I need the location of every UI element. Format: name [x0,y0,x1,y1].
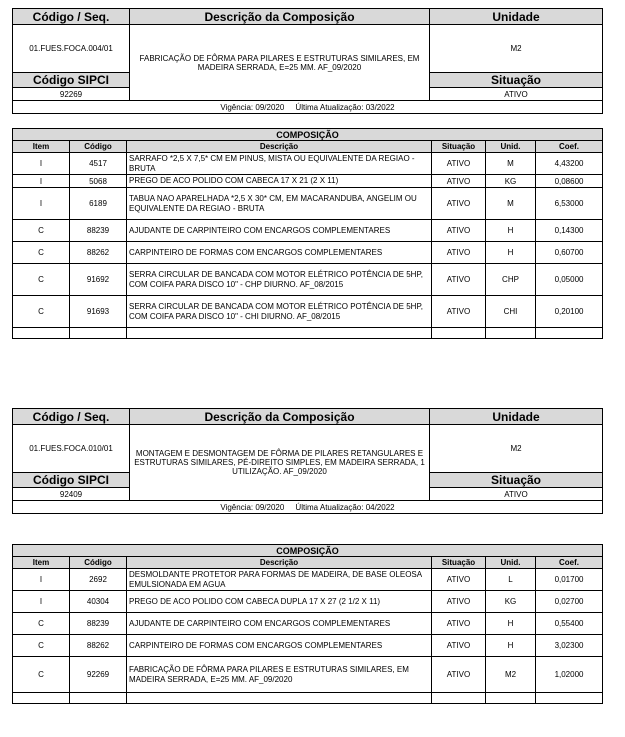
unidade-header: Unidade [430,9,603,25]
item-code: 2692 [70,569,127,591]
col-coef: Coef. [536,557,603,569]
item-description: TABUA NAO APARELHADA *2,5 X 30* CM, EM MACARANDUBA, ANGELIM OU EQUIVALENTE DA REGIAO - BRUTA [127,188,432,220]
item-code: 40304 [70,591,127,613]
item-type: I [13,569,70,591]
item-description: AJUDANTE DE CARPINTEIRO COM ENCARGOS COMPLEMENTARES [127,220,432,242]
col-coef: Coef. [536,141,603,153]
vigencia-value: 09/2020 [255,102,285,112]
item-description: CARPINTEIRO DE FORMAS COM ENCARGOS COMPLEMENTARES [127,635,432,657]
composition-items-table-1 [12,128,603,339]
codigo-seq-header: Código / Seq. [13,409,130,425]
vigencia-value: 09/2020 [255,502,285,512]
item-description: PREGO DE ACO POLIDO COM CABECA DUPLA 17 X 27 (2 1/2 X 11) [127,591,432,613]
codigo-sipci-header: Código SIPCI [13,473,130,488]
item-unit: H [486,220,536,242]
col-descricao: Descrição [127,141,432,153]
item-unit: CHP [486,264,536,296]
table-row [13,175,603,188]
col-item: Item [13,557,70,569]
item-coef: 4,43200 [536,153,603,175]
item-unit: M [486,153,536,175]
sipci-value: 92409 [13,488,130,501]
code-seq-value: 01.FUES.FOCA.004/01 [13,25,130,73]
item-type: C [13,635,70,657]
item-coef: 1,02000 [536,657,603,693]
col-situacao: Situação [432,557,486,569]
col-codigo: Código [70,557,127,569]
item-description: FABRICAÇÃO DE FÔRMA PARA PILARES E ESTRUTURAS SIMILARES, EM MADEIRA SERRADA, E=25 MM. AF_09/2020 [127,657,432,693]
item-type: C [13,264,70,296]
item-type: C [13,242,70,264]
col-situacao: Situação [432,141,486,153]
unit-value: M2 [430,25,603,73]
item-coef: 0,08600 [536,175,603,188]
item-code: 91692 [70,264,127,296]
table-row [13,569,603,591]
unidade-header: Unidade [430,409,603,425]
atualizacao-label: Última Atualização: [295,102,364,112]
sipci-value: 92269 [13,88,130,101]
composicao-title: COMPOSIÇÃO [13,545,603,557]
unit-value: M2 [430,425,603,473]
item-code: 6189 [70,188,127,220]
descricao-composicao-header: Descrição da Composição [130,9,430,25]
composition-description: MONTAGEM E DESMONTAGEM DE FÔRMA DE PILARES RETANGULARES E ESTRUTURAS SIMILARES, PÉ-DIREITO SIMPLES, EM MADEIRA SERRADA, 1 UTILIZAÇÃO. AF_09/2020 [130,425,430,501]
item-unit: CHI [486,296,536,328]
item-coef: 0,20100 [536,296,603,328]
vigencia-label: Vigência: [220,102,254,112]
item-unit: L [486,569,536,591]
atualizacao-value: 03/2022 [365,102,395,112]
item-status: ATIVO [432,153,486,175]
col-unid: Unid. [486,141,536,153]
item-type: I [13,175,70,188]
item-status: ATIVO [432,175,486,188]
table-row [13,264,603,296]
item-description: AJUDANTE DE CARPINTEIRO COM ENCARGOS COMPLEMENTARES [127,613,432,635]
item-code: 88262 [70,635,127,657]
item-description: SARRAFO *2,5 X 7,5* CM EM PINUS, MISTA OU EQUIVALENTE DA REGIAO - BRUTA [127,153,432,175]
situacao-header: Situação [430,473,603,488]
table-row [13,242,603,264]
item-code: 88262 [70,242,127,264]
item-status: ATIVO [432,220,486,242]
code-seq-value: 01.FUES.FOCA.010/01 [13,425,130,473]
codigo-seq-header: Código / Seq. [13,9,130,25]
composition-header-2 [12,408,603,514]
codigo-sipci-header: Código SIPCI [13,73,130,88]
item-status: ATIVO [432,188,486,220]
item-type: I [13,153,70,175]
item-type: I [13,188,70,220]
vigencia-row [13,501,603,514]
item-coef: 0,55400 [536,613,603,635]
descricao-composicao-header: Descrição da Composição [130,409,430,425]
item-status: ATIVO [432,296,486,328]
item-status: ATIVO [432,264,486,296]
item-unit: M [486,188,536,220]
item-type: I [13,591,70,613]
item-unit: KG [486,591,536,613]
col-item: Item [13,141,70,153]
empty-row [13,328,603,339]
item-description: PREGO DE ACO POLIDO COM CABECA 17 X 21 (2 X 11) [127,175,432,188]
item-unit: H [486,635,536,657]
item-code: 4517 [70,153,127,175]
vigencia-label: Vigência: [220,502,254,512]
composition-header-1 [12,8,603,114]
item-status: ATIVO [432,613,486,635]
table-row [13,220,603,242]
item-description: SERRA CIRCULAR DE BANCADA COM MOTOR ELÉTRICO POTÊNCIA DE 5HP, COM COIFA PARA DISCO 10" - CHP DIURNO. AF_08/2015 [127,264,432,296]
item-code: 5068 [70,175,127,188]
col-unid: Unid. [486,557,536,569]
atualizacao-label: Última Atualização: [295,502,364,512]
composicao-title: COMPOSIÇÃO [13,129,603,141]
item-type: C [13,613,70,635]
table-row [13,613,603,635]
item-status: ATIVO [432,591,486,613]
atualizacao-value: 04/2022 [365,502,395,512]
item-coef: 0,01700 [536,569,603,591]
item-code: 91693 [70,296,127,328]
item-description: DESMOLDANTE PROTETOR PARA FORMAS DE MADEIRA, DE BASE OLEOSA EMULSIONADA EM AGUA [127,569,432,591]
col-codigo: Código [70,141,127,153]
item-coef: 0,02700 [536,591,603,613]
status-value: ATIVO [430,88,603,101]
item-code: 88239 [70,613,127,635]
item-type: C [13,296,70,328]
item-unit: H [486,613,536,635]
item-status: ATIVO [432,657,486,693]
item-coef: 0,60700 [536,242,603,264]
item-unit: M2 [486,657,536,693]
situacao-header: Situação [430,73,603,88]
item-coef: 0,14300 [536,220,603,242]
item-unit: KG [486,175,536,188]
item-type: C [13,657,70,693]
item-unit: H [486,242,536,264]
item-status: ATIVO [432,242,486,264]
item-coef: 3,02300 [536,635,603,657]
table-row [13,188,603,220]
item-coef: 6,53000 [536,188,603,220]
item-code: 92269 [70,657,127,693]
table-row [13,153,603,175]
empty-row [13,693,603,704]
composition-items-table-2 [12,544,603,704]
item-status: ATIVO [432,569,486,591]
col-descricao: Descrição [127,557,432,569]
table-row [13,296,603,328]
table-row [13,591,603,613]
table-row [13,657,603,693]
item-type: C [13,220,70,242]
item-code: 88239 [70,220,127,242]
item-status: ATIVO [432,635,486,657]
table-row [13,635,603,657]
item-coef: 0,05000 [536,264,603,296]
composition-description: FABRICAÇÃO DE FÔRMA PARA PILARES E ESTRUTURAS SIMILARES, EM MADEIRA SERRADA, E=25 MM. AF_09/2020 [130,25,430,101]
item-description: SERRA CIRCULAR DE BANCADA COM MOTOR ELÉTRICO POTÊNCIA DE 5HP, COM COIFA PARA DISCO 10" - CHI DIURNO. AF_08/2015 [127,296,432,328]
vigencia-row [13,101,603,114]
status-value: ATIVO [430,488,603,501]
item-description: CARPINTEIRO DE FORMAS COM ENCARGOS COMPLEMENTARES [127,242,432,264]
